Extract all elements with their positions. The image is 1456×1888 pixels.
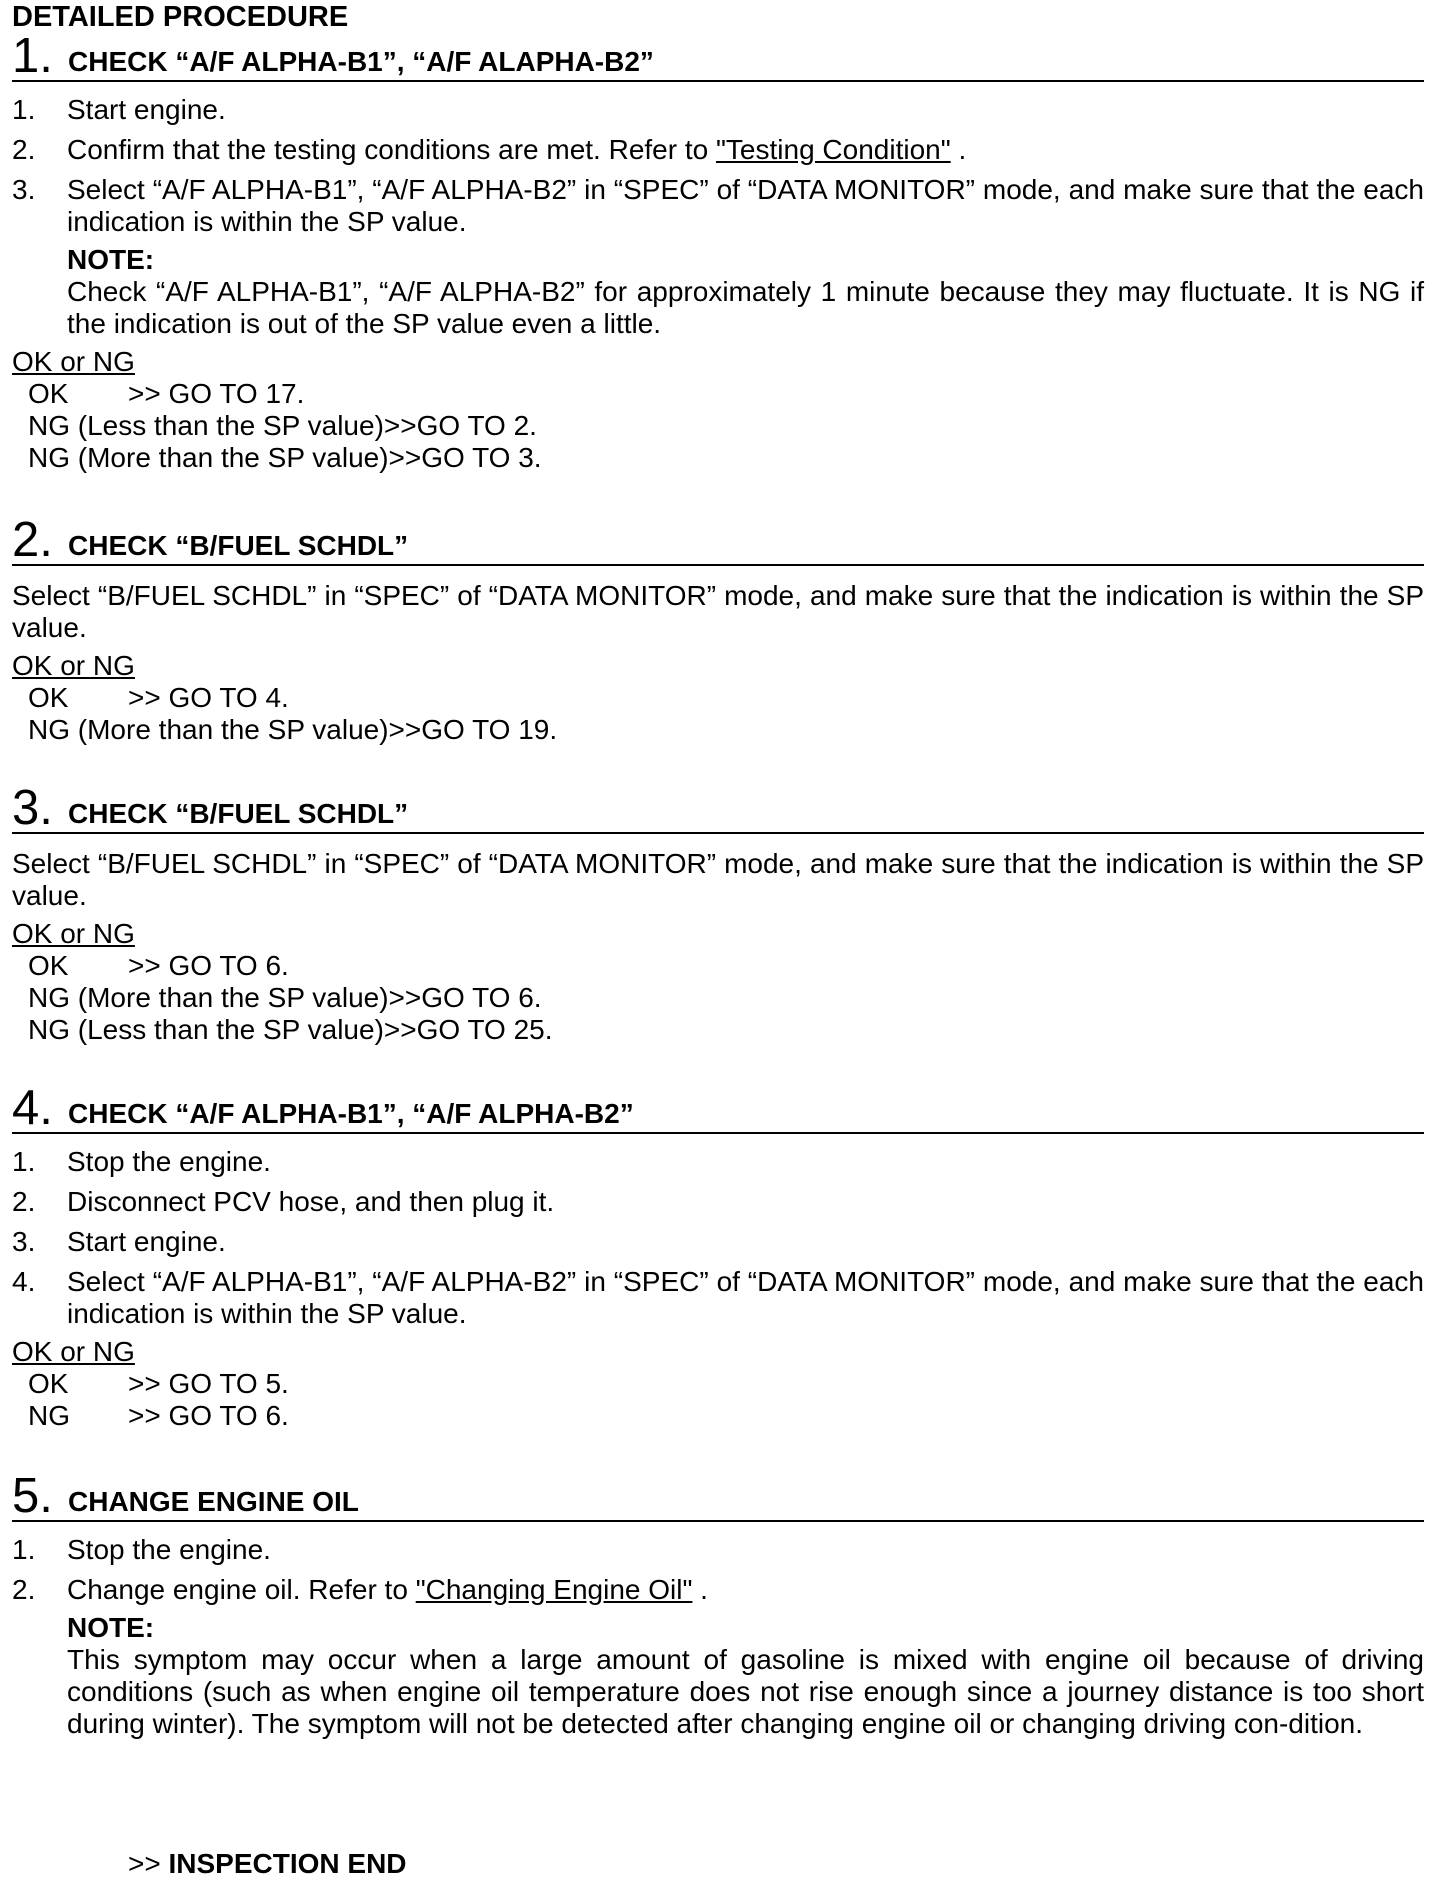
- section-2: [12, 513, 1424, 746]
- step-list: [12, 1534, 1424, 1606]
- outcome-row: NG (More than the SP value) >>GO TO 6.: [28, 982, 542, 1013]
- outcome-row: NG (Less than the SP value) >>GO TO 25.: [28, 1014, 553, 1045]
- step-item: 1. Stop the engine.: [12, 1146, 271, 1177]
- section-number: 2.: [12, 513, 53, 567]
- outcome-row: OK >> GO TO 5.: [28, 1368, 289, 1399]
- ok-ng-heading: OK or NG: [12, 650, 135, 681]
- step-item: 2. Change engine oil. Refer to "Changing Engine Oil" .: [12, 1574, 708, 1605]
- outcome-row: OK >> GO TO 17.: [28, 378, 305, 409]
- outcome-row: OK >> GO TO 4.: [28, 682, 289, 713]
- changing-engine-oil-link[interactable]: "Changing Engine Oil": [415, 1574, 693, 1605]
- outcome-list: [28, 378, 1424, 474]
- step-item: 2. Confirm that the testing conditions are met. Refer to "Testing Condition" .: [12, 134, 967, 165]
- note: [67, 244, 1424, 340]
- outcome-list: [28, 1368, 1424, 1432]
- section-text: Select “B/FUEL SCHDL” in “SPEC” of “DATA MONITOR” mode, and make sure that the indication is within the SP value.: [12, 848, 1424, 911]
- step-item: 1. Start engine.: [12, 94, 226, 125]
- end-prefix: >>: [128, 1848, 169, 1879]
- outcome-list: [28, 950, 1424, 1046]
- outcome-row: NG (More than the SP value) >>GO TO 3.: [28, 442, 542, 473]
- page-title: DETAILED PROCEDURE: [12, 1, 349, 33]
- note-label: NOTE:: [67, 244, 155, 275]
- step-item: 2. Disconnect PCV hose, and then plug it.: [12, 1186, 555, 1217]
- outcome-row: NG (Less than the SP value) >>GO TO 2.: [28, 410, 537, 441]
- ok-ng-heading: OK or NG: [12, 1336, 135, 1367]
- section-number: 1.: [12, 29, 53, 83]
- note-label: NOTE:: [67, 1612, 155, 1643]
- section-number: 4.: [12, 1081, 53, 1135]
- testing-condition-link[interactable]: "Testing Condition": [715, 134, 951, 165]
- section-title: CHECK “B/FUEL SCHDL”: [68, 798, 409, 829]
- ok-ng-heading: OK or NG: [12, 918, 135, 949]
- outcome-row: NG (More than the SP value) >>GO TO 19.: [28, 714, 558, 745]
- section-header: [12, 781, 1424, 835]
- section-title: CHECK “A/F ALPHA-B1”, “A/F ALAPHA-B2”: [68, 46, 654, 77]
- step-item: 1. Stop the engine.: [12, 1534, 271, 1565]
- section-title: CHECK “B/FUEL SCHDL”: [68, 530, 409, 561]
- note: [67, 1612, 1424, 1740]
- section-1: [12, 29, 1424, 474]
- ok-ng-heading: OK or NG: [12, 346, 135, 377]
- note-text: Check “A/F ALPHA-B1”, “A/F ALPHA-B2” for approximately 1 minute because they may fluctuate. It is NG if the indication is out of the SP value even a little.: [67, 276, 1424, 339]
- step-item: 3. Select “A/F ALPHA-B1”, “A/F ALPHA-B2” in “SPEC” of “DATA MONITOR” mode, and make sure that the each indication is within the SP value.: [12, 174, 1424, 237]
- section-4: [12, 1081, 1424, 1432]
- step-item: 4. Select “A/F ALPHA-B1”, “A/F ALPHA-B2” in “SPEC” of “DATA MONITOR” mode, and make sure that the each indication is within the SP value.: [12, 1266, 1424, 1329]
- section-3: [12, 781, 1424, 1046]
- section-header: [12, 513, 1424, 567]
- outcome-row: OK >> GO TO 6.: [28, 950, 289, 981]
- section-header: [12, 1469, 1424, 1523]
- step-list: [12, 94, 1424, 238]
- end-label: INSPECTION END: [168, 1848, 407, 1879]
- section-header: [12, 1081, 1424, 1135]
- inspection-end: [128, 1848, 407, 1880]
- outcome-row: NG >> GO TO 6.: [28, 1400, 289, 1431]
- section-header: [12, 29, 1424, 83]
- note-text: This symptom may occur when a large amount of gasoline is mixed with engine oil because of driving conditions (such as when engine oil temperature does not rise enough since a journey distance is too short during winter). The symptom will not be detected after changing engine oil or changing driving con-dition.: [67, 1644, 1424, 1739]
- section-5: [12, 1469, 1424, 1740]
- section-title: CHECK “A/F ALPHA-B1”, “A/F ALPHA-B2”: [68, 1098, 634, 1129]
- section-number: 5.: [12, 1469, 53, 1523]
- outcome-list: [28, 682, 1424, 746]
- section-text: Select “B/FUEL SCHDL” in “SPEC” of “DATA MONITOR” mode, and make sure that the indication is within the SP value.: [12, 580, 1424, 643]
- step-item: 3. Start engine.: [12, 1226, 226, 1257]
- section-number: 3.: [12, 781, 53, 835]
- step-list: [12, 1146, 1424, 1330]
- section-title: CHANGE ENGINE OIL: [68, 1486, 359, 1517]
